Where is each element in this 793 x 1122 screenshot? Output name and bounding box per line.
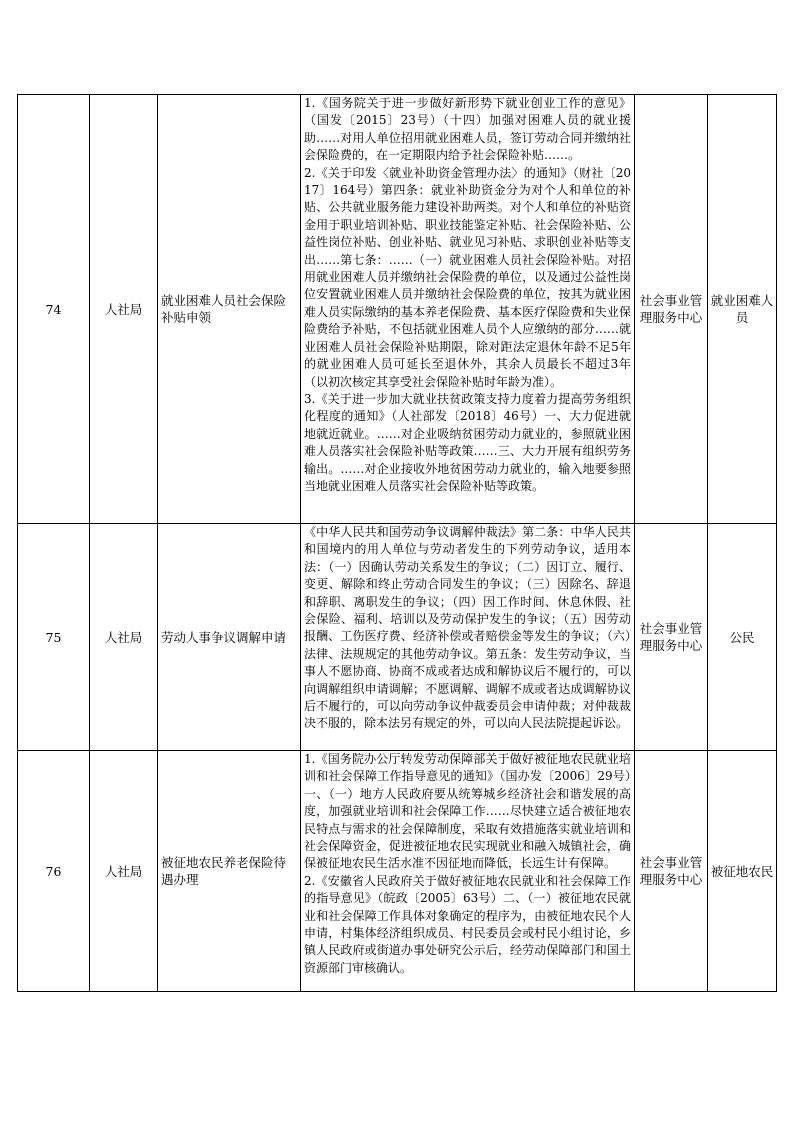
responsible-unit-cell: 社会事业管理服务中心 (635, 751, 708, 992)
legal-basis-cell (301, 95, 635, 524)
legal-basis-paragraph: 2.《关于印发〈就业补助资金管理办法〉的通知》（财社〔2017〕164号）第四条：就业补助资金分为对个人和单位的补贴、公共就业服务能力建设补助两类。对个人和单位的补贴资金用于职业培训补贴、职业技能鉴定补贴、社会保险补贴、公益性岗位补贴、创业补贴、就业见习补贴、求职创业补贴等支出……第七条：……（一）就业困难人员社会保险补贴。对招用就业困难人员并缴纳社会保险费的单位，以及通过公益性岗位安置就业困难人员并缴纳社会保险费的单位，按其为就业困难人员实际缴纳的基本养老保险费、基本医疗保险费和失业保险费给予补贴，不包括就业困难人员个人应缴纳的部分……就业困难人员社会保险补贴期限，除对距法定退休年龄不足5年的就业困难人员可延长至退休外，其余人员最长不超过3年（以初次核定其享受社会保险补贴时年龄为准）。 (304, 165, 631, 389)
services-table (17, 94, 777, 992)
target-group-cell: 就业困难人员 (708, 95, 777, 524)
item-name-cell: 就业困难人员社会保险补贴申领 (158, 95, 301, 524)
item-name-cell: 劳动人事争议调解申请 (158, 524, 301, 751)
department-cell: 人社局 (90, 524, 158, 751)
responsible-unit-cell: 社会事业管理服务中心 (635, 95, 708, 524)
legal-basis-paragraph: 1.《国务院办公厅转发劳动保障部关于做好被征地农民就业培训和社会保障工作指导意见的通知》（国办发〔2006〕29号）一、（一）地方人民政府要从统筹城乡经济社会和谐发展的高度，加强就业培训和社会保障工作……尽快建立适合被征地农民特点与需求的社会保障制度，采取有效措施落实就业培训和社会保障资金，促进被征地农民实现就业和融入城镇社会，确保被征地农民生活水准不因征地而降低，长远生计有保障。 (304, 752, 631, 871)
item-name-cell: 被征地农民养老保险待遇办理 (158, 751, 301, 992)
table-row (18, 95, 777, 524)
legal-basis-paragraph: 1.《国务院关于进一步做好新形势下就业创业工作的意见》（国发〔2015〕23号）（十四）加强对困难人员的就业援助……对用人单位招用就业困难人员，签订劳动合同并缴纳社会保险费的，在一定期限内给予社会保险补贴……。 (304, 96, 631, 163)
department-cell: 人社局 (90, 751, 158, 992)
table-row (18, 524, 777, 751)
legal-basis-paragraph: 2.《安徽省人民政府关于做好被征地农民就业和社会保障工作的指导意见》（皖政〔2005〕63号）二、（一）被征地农民就业和社会保障工作具体对象确定的程序为，由被征地农民个人申请，村集体经济组织成员、村民委员会或村民小组讨论，乡镇人民政府或街道办事处研究公示后，经劳动保障部门和国土资源部门审核确认。 (304, 873, 631, 975)
target-group-cell: 被征地农民 (708, 751, 777, 992)
row-number: 74 (18, 95, 90, 524)
legal-basis-paragraph: 3.《关于进一步加大就业扶贫政策支持力度着力提高劳务组织化程度的通知》（人社部发〔2018〕46号）一、大力促进就地就近就业。……对企业吸纳贫困劳动力就业的，参照就业困难人员落实社会保险补贴等政策……三、大力开展有组织劳务输出。……对企业接收外地贫困劳动力就业的，输入地要参照当地就业困难人员落实社会保险补贴等政策。 (304, 391, 631, 493)
row-number: 76 (18, 751, 90, 992)
target-group-cell: 公民 (708, 524, 777, 751)
row-number: 75 (18, 524, 90, 751)
responsible-unit-cell: 社会事业管理服务中心 (635, 524, 708, 751)
table-row (18, 751, 777, 992)
legal-basis-cell (301, 751, 635, 992)
department-cell: 人社局 (90, 95, 158, 524)
legal-basis-cell (301, 524, 635, 751)
legal-basis-paragraph: 《中华人民共和国劳动争议调解仲裁法》第二条：中华人民共和国境内的用人单位与劳动者发生的下列劳动争议，适用本法：（一）因确认劳动关系发生的争议；（二）因订立、履行、变更、解除和终止劳动合同发生的争议；（三）因除名、辞退和辞职、离职发生的争议；（四）因工作时间、休息休假、社会保险、福利、培训以及劳动保护发生的争议；（五）因劳动报酬、工伤医疗费、经济补偿或者赔偿金等发生的争议；（六）法律、法规规定的其他劳动争议。第五条：发生劳动争议，当事人不愿协商、协商不成或者达成和解协议后不履行的，可以向调解组织申请调解；不愿调解、调解不成或者达成调解协议后不履行的，可以向劳动争议仲裁委员会申请仲裁；对仲裁裁决不服的，除本法另有规定的外，可以向人民法院提起诉讼。 (304, 525, 631, 731)
